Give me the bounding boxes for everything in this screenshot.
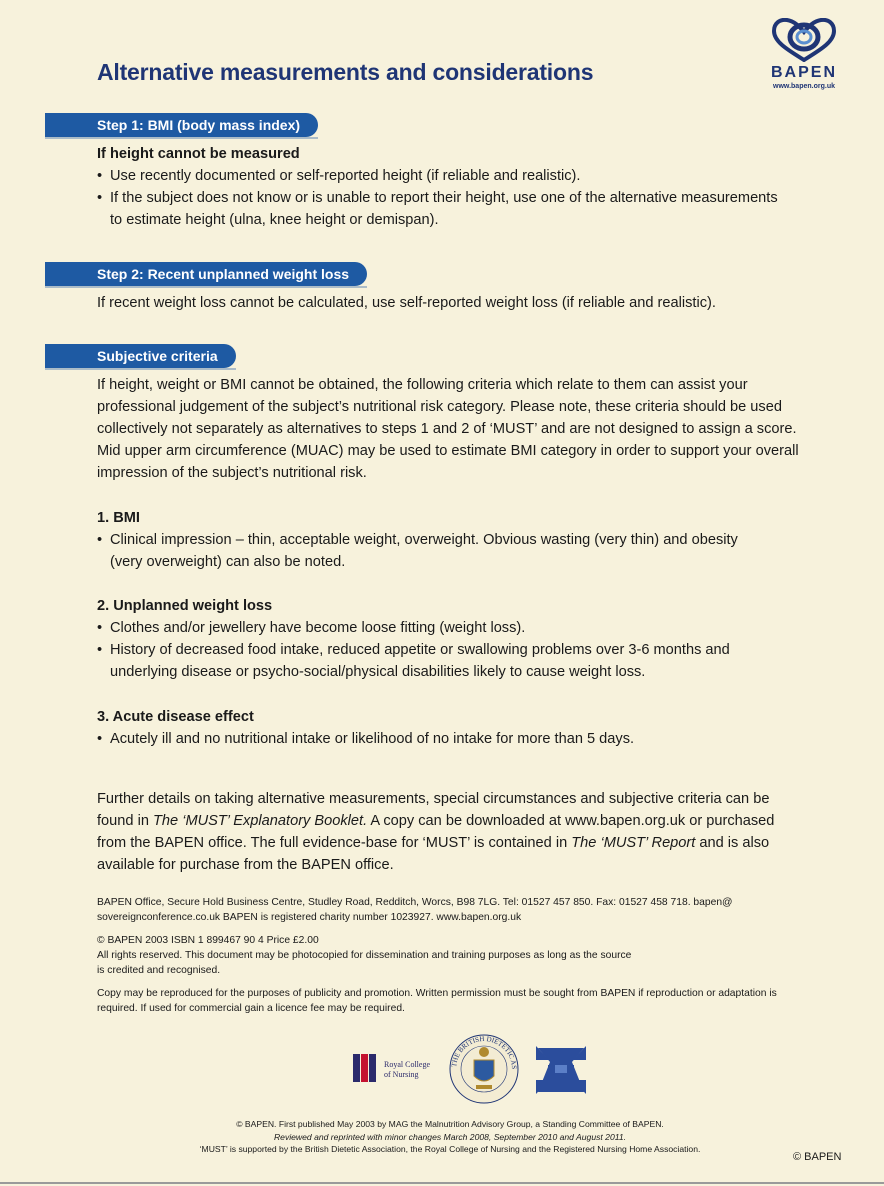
list-item-continued: to estimate height (ulna, knee height or demispan).	[110, 212, 439, 228]
partner-logos	[350, 1032, 590, 1108]
text-line: ‘MUST’ is supported by the British Dietetic Association, the Royal College of Nursing and the Registered Nursing Home Association.	[199, 1144, 701, 1154]
svg-text:Royal College: Royal College	[384, 1060, 430, 1069]
subjective-intro	[97, 374, 857, 484]
list-item: • Clothes and/or jewellery have become loose fitting (weight loss).	[97, 617, 857, 639]
svg-text:of Nursing: of Nursing	[384, 1070, 419, 1079]
bapen-logo	[760, 18, 848, 90]
booklet-title: The ‘MUST’ Explanatory Booklet.	[153, 813, 368, 829]
logo-word: BAPEN	[770, 64, 837, 81]
bmi-section	[97, 507, 857, 573]
acute-heading: 3. Acute disease effect	[97, 709, 254, 725]
bapen-heart-icon	[768, 18, 840, 62]
list-item-continued: underlying disease or psycho-social/physical disabilities likely to cause weight loss.	[110, 664, 646, 680]
text-line: Copy may be reproduced for the purposes of publicity and promotion. Written permission must be sought from BAPEN if reproduction or adaptation is	[97, 988, 777, 999]
text-line: © BAPEN. First published May 2003 by MAG the Malnutrition Advisory Group, a Standing Committee of BAPEN.	[236, 1119, 664, 1129]
page-title: Alternative measurements and considerations	[97, 59, 594, 85]
list-item: • Clinical impression – thin, acceptable weight, overweight. Obvious wasting (very thin) and obesity	[97, 529, 857, 551]
text-line: sovereignconference.co.uk BAPEN is registered charity number 1023927. www.bapen.org.uk	[97, 912, 522, 923]
copy-notice	[97, 986, 857, 1016]
copyright-mark: © BAPEN	[793, 1151, 842, 1163]
text-line: available for purchase from the BAPEN office.	[97, 857, 394, 873]
weight-loss-section	[97, 595, 857, 683]
rcn-logo	[353, 1054, 430, 1082]
list-item: • If the subject does not know or is unable to report their height, use one of the alternative measurements	[97, 187, 857, 209]
text-line: found in The ‘MUST’ Explanatory Booklet. A copy can be downloaded at www.bapen.org.uk or purchased	[97, 813, 775, 829]
text-line: Further details on taking alternative measurements, special circumstances and subjective criteria can be	[97, 791, 770, 807]
text-line: impression of the subject’s nutritional risk.	[97, 465, 367, 481]
step1-subheading: If height cannot be measured	[97, 146, 300, 162]
office-address	[97, 895, 857, 925]
text-line: All rights reserved. This document may be photocopied for dissemination and training purposes as long as the source	[97, 950, 632, 961]
rnha-cross-icon	[536, 1046, 586, 1094]
weight-loss-heading: 2. Unplanned weight loss	[97, 598, 273, 614]
divider	[0, 1182, 884, 1184]
step2-banner: Step 2: Recent unplanned weight loss	[45, 262, 367, 286]
bmi-heading: 1. BMI	[97, 510, 140, 526]
step1-banner: Step 1: BMI (body mass index)	[45, 113, 318, 137]
report-title: The ‘MUST’ Report	[571, 835, 696, 851]
text-line: professional judgement of the subject’s nutritional risk category. Please note, these criteria should be used	[97, 399, 782, 415]
footer	[150, 1118, 750, 1156]
text-line: BAPEN Office, Secure Hold Business Centre, Studley Road, Redditch, Worcs, B98 7LG. Tel: 01527 457 850. Fax: 01527 458 718. bapen@	[97, 897, 733, 908]
text-line: collectively not separately as alternatives to steps 1 and 2 of ‘MUST’ and are not designed to assign a score.	[97, 421, 797, 437]
acute-disease-section	[97, 706, 857, 750]
list-item: • History of decreased food intake, reduced appetite or swallowing problems over 3-6 months and	[97, 639, 857, 661]
further-details	[97, 788, 857, 876]
list-item: • Acutely ill and no nutritional intake or likelihood of no intake for more than 5 days.	[97, 728, 857, 750]
list-item: • Use recently documented or self-reported height (if reliable and realistic).	[97, 165, 857, 187]
logo-url: www.bapen.org.uk	[773, 83, 835, 90]
text-line: If height, weight or BMI cannot be obtained, the following criteria which relate to them can assist your	[97, 377, 748, 393]
svg-text:THE BRITISH DIETETIC ASSOCIATI: THE BRITISH DIETETIC AS	[450, 1034, 519, 1070]
text-line: Mid upper arm circumference (MUAC) may be used to estimate BMI category in order to support your overall	[97, 443, 799, 459]
text-line: required. If used for commercial gain a licence fee may be required.	[97, 1003, 405, 1014]
text-line: from the BAPEN office. The full evidence-base for ‘MUST’ is contained in The ‘MUST’ Report and is also	[97, 835, 770, 851]
text-line: © BAPEN 2003 ISBN 1 899467 90 4 Price £2.00	[97, 935, 319, 946]
list-item-continued: (very overweight) can also be noted.	[110, 554, 346, 570]
text-line: Reviewed and reprinted with minor changes March 2008, September 2010 and August 2011.	[273, 1131, 627, 1142]
partner-logos-graphic	[350, 1032, 590, 1108]
step1-section	[97, 143, 857, 231]
rights-notice	[97, 933, 857, 978]
step2-text: If recent weight loss cannot be calculated, use self-reported weight loss (if reliable and realistic).	[97, 295, 716, 311]
subjective-banner: Subjective criteria	[45, 344, 236, 368]
text-line: is credited and recognised.	[97, 965, 221, 976]
